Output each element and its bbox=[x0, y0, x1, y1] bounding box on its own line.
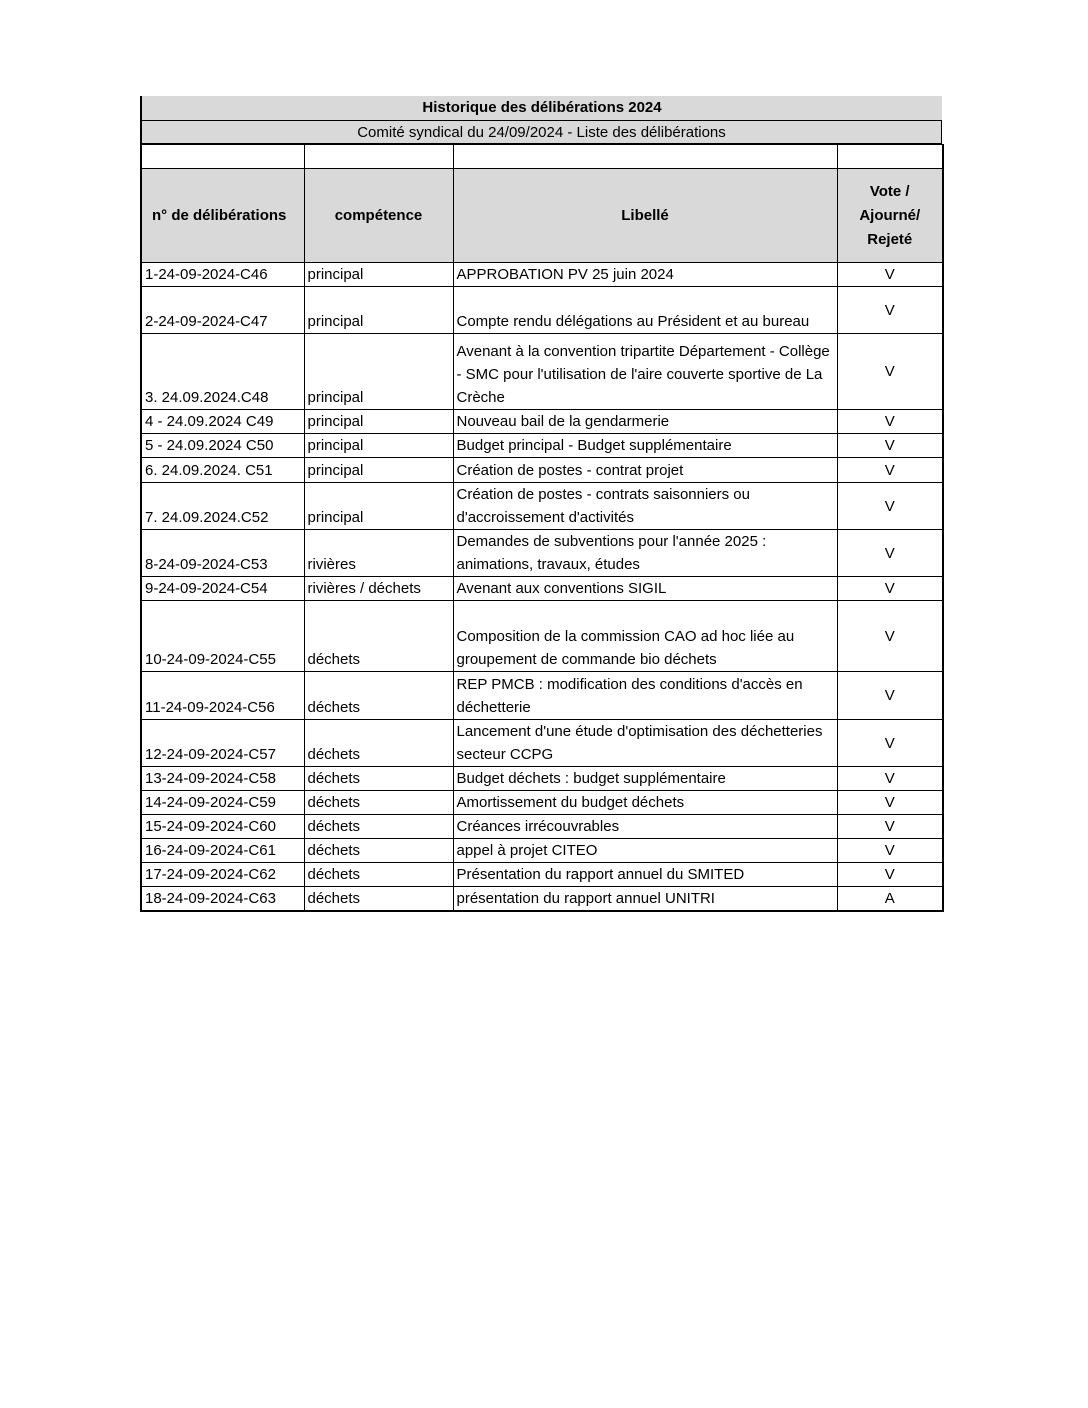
cell-libelle: Création de postes - contrat projet bbox=[453, 458, 837, 483]
cell-numero: 18-24-09-2024-C63 bbox=[141, 887, 304, 912]
cell-libelle: REP PMCB : modification des conditions d'accès en déchetterie bbox=[453, 672, 837, 720]
cell-vote: A bbox=[837, 887, 943, 912]
cell-competence: principal bbox=[304, 410, 453, 434]
cell-numero: 5 - 24.09.2024 C50 bbox=[141, 434, 304, 458]
header-competence: compétence bbox=[304, 169, 453, 263]
cell-libelle: Demandes de subventions pour l'année 2025 : animations, travaux, études bbox=[453, 530, 837, 577]
cell-numero: 14-24-09-2024-C59 bbox=[141, 791, 304, 815]
cell-vote: V bbox=[837, 577, 943, 601]
cell-libelle: appel à projet CITEO bbox=[453, 839, 837, 863]
cell-competence: déchets bbox=[304, 791, 453, 815]
cell-vote: V bbox=[837, 458, 943, 483]
header-row bbox=[141, 169, 943, 263]
cell-competence: déchets bbox=[304, 672, 453, 720]
cell-competence: déchets bbox=[304, 863, 453, 887]
cell-libelle: Composition de la commission CAO ad hoc liée au groupement de commande bio déchets bbox=[453, 601, 837, 672]
cell-competence: principal bbox=[304, 263, 453, 287]
cell-libelle: Avenant à la convention tripartite Département - Collège - SMC pour l'utilisation de l'aire couverte sportive de La Crèche bbox=[453, 334, 837, 410]
table-row bbox=[141, 601, 943, 672]
cell-competence: rivières bbox=[304, 530, 453, 577]
cell-competence: déchets bbox=[304, 720, 453, 767]
cell-vote: V bbox=[837, 483, 943, 530]
cell-numero: 15-24-09-2024-C60 bbox=[141, 815, 304, 839]
cell-numero: 11-24-09-2024-C56 bbox=[141, 672, 304, 720]
cell-competence: principal bbox=[304, 434, 453, 458]
table-row bbox=[141, 720, 943, 767]
header-vote bbox=[837, 169, 943, 263]
cell-competence: déchets bbox=[304, 601, 453, 672]
header-vote-text: Vote / Ajourné/ Rejeté bbox=[859, 182, 921, 248]
table-row bbox=[141, 334, 943, 410]
cell-competence: principal bbox=[304, 483, 453, 530]
cell-competence: rivières / déchets bbox=[304, 577, 453, 601]
cell-vote: V bbox=[837, 720, 943, 767]
sheet-subtitle: Comité syndical du 24/09/2024 - Liste des délibérations bbox=[140, 120, 942, 144]
cell-libelle: Avenant aux conventions SIGIL bbox=[453, 577, 837, 601]
cell-libelle: Budget principal - Budget supplémentaire bbox=[453, 434, 837, 458]
cell-numero: 12-24-09-2024-C57 bbox=[141, 720, 304, 767]
cell-numero: 2-24-09-2024-C47 bbox=[141, 287, 304, 334]
cell-vote: V bbox=[837, 791, 943, 815]
sheet-title: Historique des délibérations 2024 bbox=[140, 96, 942, 120]
table-row bbox=[141, 577, 943, 601]
table-row bbox=[141, 458, 943, 483]
cell-numero: 9-24-09-2024-C54 bbox=[141, 577, 304, 601]
cell-libelle: Amortissement du budget déchets bbox=[453, 791, 837, 815]
header-numero: n° de délibérations bbox=[141, 169, 304, 263]
table-row bbox=[141, 815, 943, 839]
cell-numero: 13-24-09-2024-C58 bbox=[141, 767, 304, 791]
cell-numero: 8-24-09-2024-C53 bbox=[141, 530, 304, 577]
cell-numero: 16-24-09-2024-C61 bbox=[141, 839, 304, 863]
cell-vote: V bbox=[837, 530, 943, 577]
cell-libelle: APPROBATION PV 25 juin 2024 bbox=[453, 263, 837, 287]
cell-competence: déchets bbox=[304, 815, 453, 839]
cell-libelle: présentation du rapport annuel UNITRI bbox=[453, 887, 837, 912]
table-row bbox=[141, 263, 943, 287]
cell-competence: principal bbox=[304, 334, 453, 410]
table-row bbox=[141, 839, 943, 863]
blank-row bbox=[141, 145, 943, 169]
cell-libelle: Création de postes - contrats saisonniers ou d'accroissement d'activités bbox=[453, 483, 837, 530]
table-row bbox=[141, 791, 943, 815]
table-row bbox=[141, 672, 943, 720]
cell-vote: V bbox=[837, 815, 943, 839]
cell-competence: principal bbox=[304, 458, 453, 483]
table-row bbox=[141, 530, 943, 577]
table-row bbox=[141, 410, 943, 434]
cell-vote: V bbox=[837, 434, 943, 458]
cell-numero: 10-24-09-2024-C55 bbox=[141, 601, 304, 672]
table-row bbox=[141, 887, 943, 912]
cell-libelle: Budget déchets : budget supplémentaire bbox=[453, 767, 837, 791]
cell-numero: 6. 24.09.2024. C51 bbox=[141, 458, 304, 483]
table-row bbox=[141, 863, 943, 887]
blank-cell bbox=[453, 145, 837, 169]
cell-vote: V bbox=[837, 601, 943, 672]
cell-libelle: Compte rendu délégations au Président et au bureau bbox=[453, 287, 837, 334]
cell-vote: V bbox=[837, 287, 943, 334]
cell-libelle: Nouveau bail de la gendarmerie bbox=[453, 410, 837, 434]
table-body bbox=[141, 145, 943, 912]
cell-vote: V bbox=[837, 672, 943, 720]
cell-vote: V bbox=[837, 767, 943, 791]
blank-cell bbox=[837, 145, 943, 169]
cell-numero: 17-24-09-2024-C62 bbox=[141, 863, 304, 887]
cell-vote: V bbox=[837, 410, 943, 434]
deliberations-sheet bbox=[140, 96, 942, 912]
header-libelle: Libellé bbox=[453, 169, 837, 263]
cell-competence: déchets bbox=[304, 887, 453, 912]
cell-vote: V bbox=[837, 839, 943, 863]
cell-competence: principal bbox=[304, 287, 453, 334]
cell-vote: V bbox=[837, 863, 943, 887]
cell-competence: déchets bbox=[304, 767, 453, 791]
table-row bbox=[141, 767, 943, 791]
cell-vote: V bbox=[837, 263, 943, 287]
cell-numero: 1-24-09-2024-C46 bbox=[141, 263, 304, 287]
cell-libelle: Lancement d'une étude d'optimisation des déchetteries secteur CCPG bbox=[453, 720, 837, 767]
cell-libelle: Présentation du rapport annuel du SMITED bbox=[453, 863, 837, 887]
deliberations-table bbox=[140, 144, 944, 912]
cell-numero: 3. 24.09.2024.C48 bbox=[141, 334, 304, 410]
blank-cell bbox=[141, 145, 304, 169]
cell-numero: 4 - 24.09.2024 C49 bbox=[141, 410, 304, 434]
table-row bbox=[141, 287, 943, 334]
cell-libelle: Créances irrécouvrables bbox=[453, 815, 837, 839]
cell-numero: 7. 24.09.2024.C52 bbox=[141, 483, 304, 530]
blank-cell bbox=[304, 145, 453, 169]
table-row bbox=[141, 434, 943, 458]
cell-competence: déchets bbox=[304, 839, 453, 863]
table-row bbox=[141, 483, 943, 530]
cell-vote: V bbox=[837, 334, 943, 410]
